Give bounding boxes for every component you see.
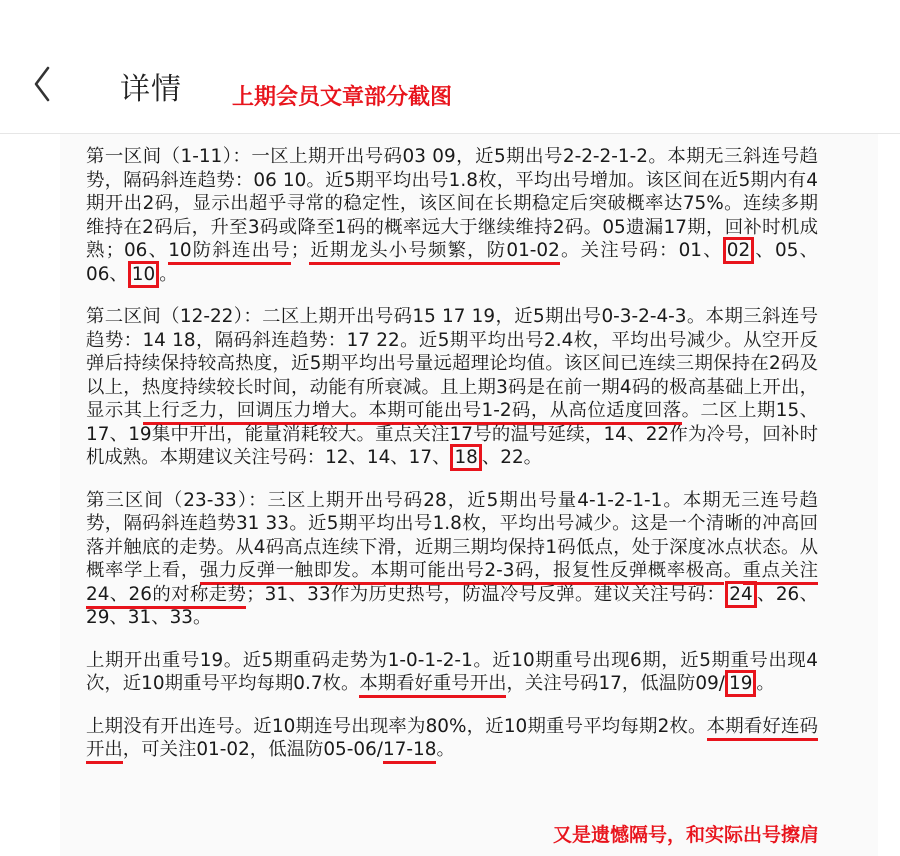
paragraph-text: 上期没有开出连号。近10期连号出现率为80%，近10期重号平均每期2枚。: [86, 715, 707, 737]
paragraph-text: 。: [723, 560, 743, 581]
highlight-box: 02: [723, 237, 754, 264]
highlight-box: 19: [725, 670, 756, 697]
paragraph-text: ；31、33作为历史热号，防温冷号反弹。建议关注号码：: [246, 583, 726, 605]
highlight-underline: 强力反弹一触即发。本期可能出号2-3码，报复性反弹概率极高: [200, 560, 724, 585]
paragraph-text: 。: [159, 263, 178, 285]
paragraph-text: 、05、06、: [86, 240, 819, 285]
back-button[interactable]: [22, 58, 66, 110]
article-body: [86, 145, 818, 781]
highlight-underline: 上行乏力，回调压力增大。本期可能出号1-2码，从高位适度回落: [143, 400, 682, 425]
paragraph-text: 。: [436, 739, 455, 760]
paragraph-text: 第二区间（12-22）：二区上期开出号码15 17 19，近5期出号0-3-2-4-3。本期三斜连号趋势：14 18，隔码斜连趋势：17 22。近5期平均出号2.4枚，平均出号减少。从空开反弹后持续保持较高热度，近5期平均出号量远超理论均值。该区间已连续三期保持在2码及以上，热度持续较长时间，动能有所衰减。且上期3码是在前一期4码的极高基础上开出，显示其: [86, 306, 818, 421]
paragraph-text: ，可关注01-02，低温防05-06/: [122, 739, 383, 760]
screenshot-annotation: 上期会员文章部分截图: [232, 85, 453, 110]
paragraph-text: 第三区间（23-33）：三区上期开出号码28，近5期出号量4-1-2-1-1。本期无三连号趋势，隔码斜连趋势31 33。近5期平均出号1.8枚，平均出号减少。这是一个清晰的冲高回落并触底的走势。从4码高点连续下滑，近期三期均保持1码低点，处于深度冰点状态。从概率学上看，: [86, 489, 818, 581]
app-header: [0, 0, 900, 134]
highlight-underline: 10防斜连出号: [168, 240, 291, 265]
paragraph-text: 。二区上期15、17、19集中开出，能量消耗较大。重点关注17号的温号延续，14、22作为冷号，回补时机成熟。本期建议关注号码：12、14、17、: [86, 400, 818, 468]
highlight-box: 10: [128, 261, 159, 288]
zone-3-analysis: [86, 489, 818, 630]
paragraph-text: 、22。: [481, 447, 543, 468]
paragraph-text: 。: [756, 673, 775, 694]
zone-2-analysis: [86, 305, 818, 470]
highlight-box: 18: [450, 444, 481, 471]
highlight-box: 24: [725, 581, 756, 608]
highlight-underline: 17-18: [383, 739, 436, 764]
chevron-left-icon: [22, 58, 66, 110]
paragraph-text: 。关注号码：01、: [559, 240, 723, 261]
result-annotation: 又是遗憾隔号，和实际出号擦肩: [553, 824, 820, 846]
paragraph-text: 上期开出重号19。近5期重码走势为1-0-1-2-1。近10期重号出现6期，近5期重号出现4次，近10期重号平均每期0.7枚。: [86, 649, 818, 694]
highlight-underline: 本期看好重号开出: [359, 673, 506, 698]
consecutive-number-analysis: [86, 715, 818, 762]
page-title: 详情: [120, 72, 182, 107]
paragraph-text: ；: [290, 240, 310, 261]
zone-1-analysis: [86, 145, 818, 286]
paragraph-text: 、26、29、31、33。: [86, 583, 818, 628]
paragraph-text: 第一区间（1-11）：一区上期开出号码03 09，近5期出号2-2-2-1-2。本期无三斜连号趋势，隔码斜连趋势：06 10。近5期平均出号1.8枚，平均出号增加。该区间在近5期内有4期开出2码，显示出超乎寻常的稳定性，该区间在长期稳定后突破概率达75%。连续多期维持在2码后，升至3码或降至1码的概率远大于继续维持2码。05遗漏17期，回补时机成熟；06、: [86, 146, 818, 261]
paragraph-text: ，关注号码17，低温防09/: [506, 673, 725, 694]
highlight-underline: 近期龙头小号频繁，防01-02: [309, 240, 560, 265]
highlight-underline: 本期看好连码开出: [86, 716, 818, 765]
repeat-number-analysis: [86, 649, 818, 696]
highlight-underline: 重点关注24、26的对称走势: [86, 560, 818, 609]
